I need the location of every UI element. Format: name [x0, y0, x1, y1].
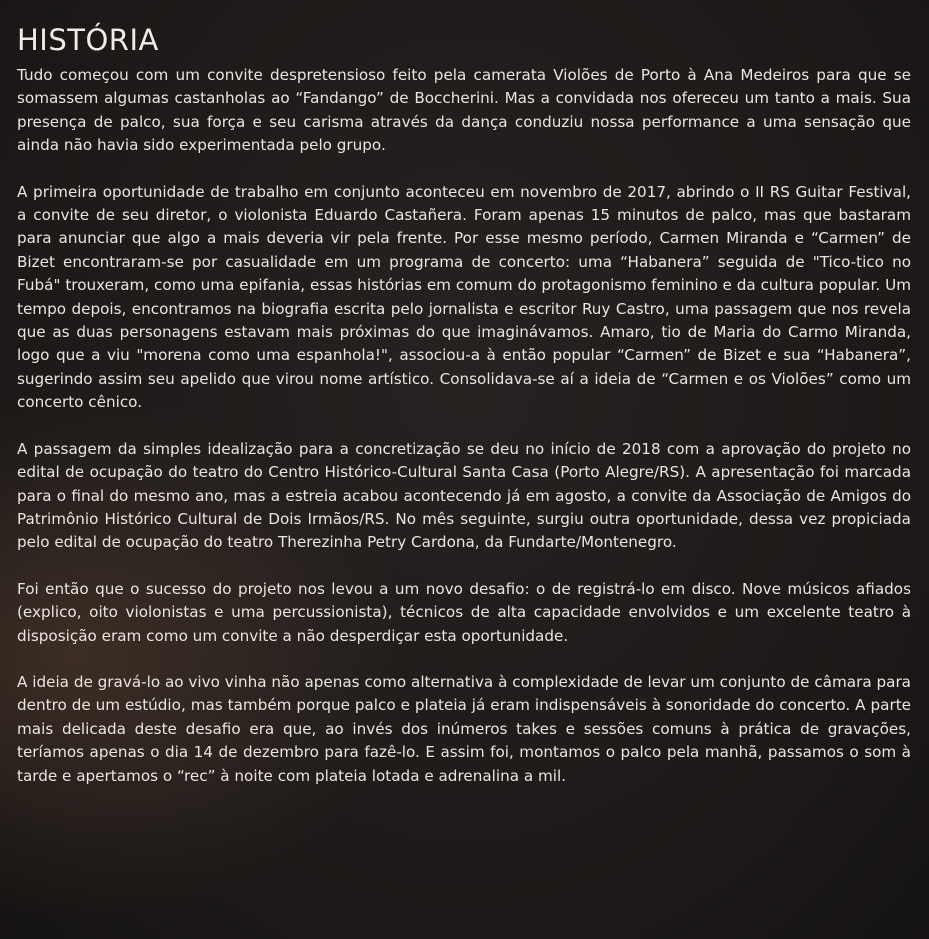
paragraph-3: A passagem da simples idealização para a concretização se deu no início de 2018 com a aprovação do projeto no edital de ocupação do teatro do Centro Histórico-Cultural Santa Casa (Porto Alegre/RS). A apresentação foi marcada para o final do mesmo ano, mas a estreia acabou acontecendo já em agosto, a convite da Associação de Amigos do Patrimônio Histórico Cultural de Dois Irmãos/RS. No mês seguinte, surgiu outra oportunidade, dessa vez propiciada pelo edital de ocupação do teatro Therezinha Petry Cardona, da Fundarte/Montenegro.	[17, 439, 911, 552]
paragraph-1: Tudo começou com um convite despretensioso feito pela camerata Violões de Porto à Ana Medeiros para que se somassem algumas castanholas ao “Fandango” de Boccherini. Mas a convidada nos ofereceu um tanto a mais. Sua presença de palco, sua força e seu carisma através da dança conduziu nossa performance a uma sensação que ainda não havia sido experimentada pelo grupo.	[17, 66, 911, 155]
paragraph-4: Foi então que o sucesso do projeto nos levou a um novo desafio: o de registrá-lo em disco. Nove músicos afiados (explico, oito violonistas e uma percussionista), técnicos de alta capacidade envolvidos e um excelente teatro à disposição eram como um convite a não desperdiçar esta oportunidade.	[17, 579, 911, 645]
paragraph-5: A ideia de gravá-lo ao vivo vinha não apenas como alternativa à complexidade de levar um conjunto de câmara para dentro de um estúdio, mas também porque palco e plateia já eram indispensáveis à sonoridade do concerto. A parte mais delicada deste desafio era que, ao invés dos inúmeros takes e sessões comuns à prática de gravações, teríamos apenas o dia 14 de dezembro para fazê-lo. E assim foi, montamos o palco pela manhã, passamos o som à tarde e apertamos o “rec” à noite com plateia lotada e adrenalina a mil.	[17, 672, 911, 785]
paragraph-2: A primeira oportunidade de trabalho em conjunto aconteceu em novembro de 2017, abrindo o II RS Guitar Festival, a convite de seu diretor, o violonista Eduardo Castañera. Foram apenas 15 minutos de palco, mas que bastaram para anunciar que algo a mais deveria vir pela frente. Por esse mesmo período, Carmen Miranda e “Carmen” de Bizet encontraram-se por casualidade em um programa de concerto: uma “Habanera” seguida de "Tico-tico no Fubá" trouxeram, como uma epifania, essas histórias em comum do protagonismo feminino e da cultura popular. Um tempo depois, encontramos na biografia escrita pelo jornalista e escritor Ruy Castro, uma passagem que nos revela que as duas personagens estavam mais próximas do que imaginávamos. Amaro, tio de Maria do Carmo Miranda, logo que a viu "morena como uma espanhola!", associou-a à então popular “Carmen” de Bizet e sua “Habanera”, sugerindo assim seu apelido que virou nome artístico. Consolidava-se aí a ideia de “Carmen e os Violões” como um concerto cênico.	[17, 182, 911, 412]
page-title: HISTÓRIA	[17, 23, 159, 57]
